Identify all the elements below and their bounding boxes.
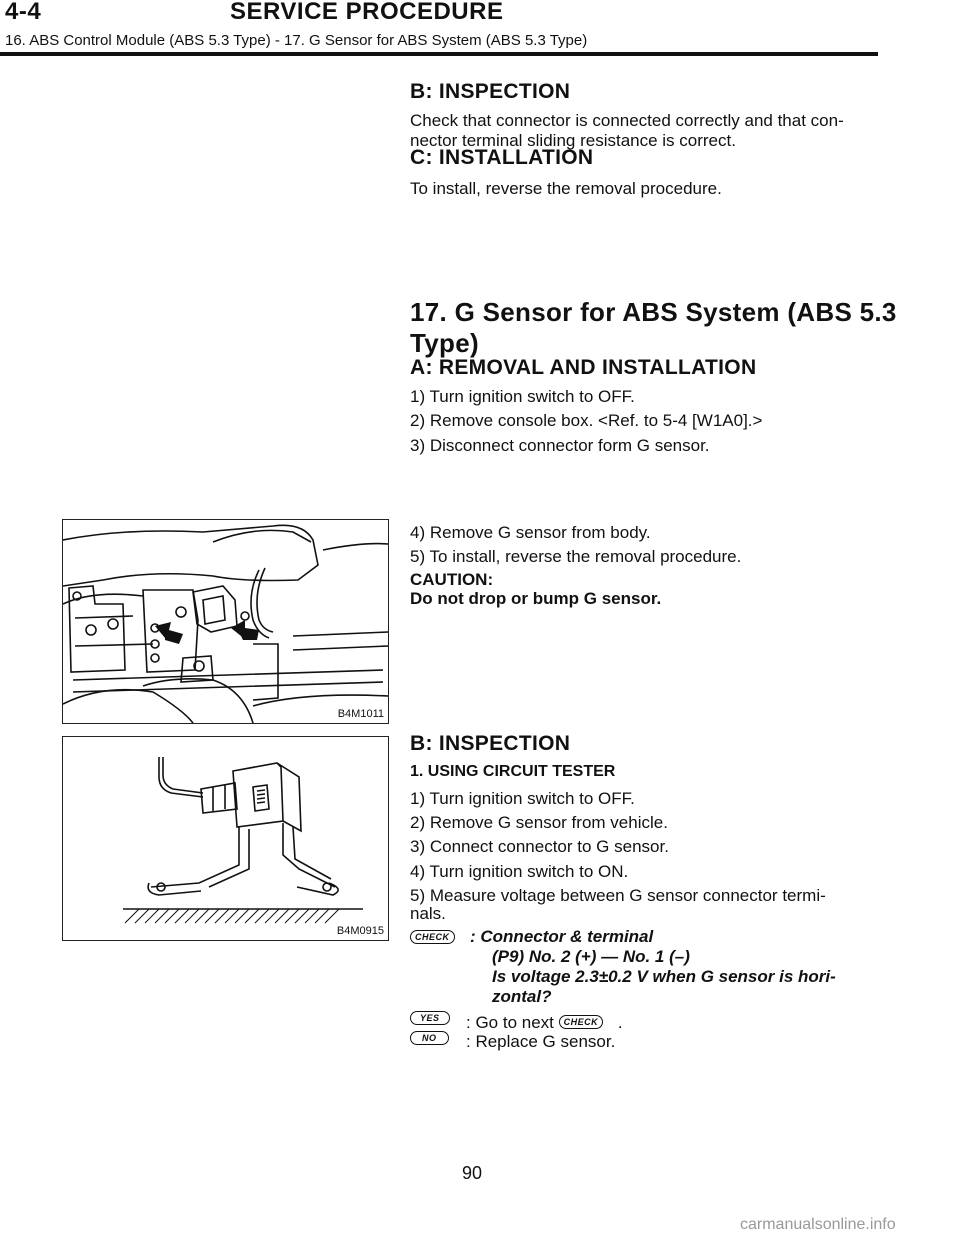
check-line4: zontal? (492, 987, 552, 1006)
yes-text: : Go to next CHECK . (466, 1013, 623, 1032)
inspection-text-line2: nector terminal sliding resistance is correct. (410, 131, 736, 150)
step-c5-line1: 5) Measure voltage between G sensor connector termi- (410, 886, 826, 905)
installation-heading: C: INSTALLATION (410, 146, 594, 169)
figure-caption-1: B4M1011 (337, 708, 384, 720)
caution-label: CAUTION: (410, 570, 494, 589)
caution-text: Do not drop or bump G sensor. (410, 589, 662, 608)
inspection-text-line1: Check that connector is connected correctly and that con- (410, 111, 844, 130)
step-c2: 2) Remove G sensor from vehicle. (410, 813, 668, 832)
step-c1: 1) Turn ignition switch to OFF. (410, 789, 635, 808)
step-b5: 5) To install, reverse the removal procedure. (410, 547, 742, 566)
step-c5-line2: nals. (410, 904, 446, 923)
step-a1: 1) Turn ignition switch to OFF. (410, 387, 635, 406)
header-rule (0, 52, 878, 56)
no-text: : Replace G sensor. (466, 1032, 616, 1051)
footer-watermark: carmanualsonline.info (740, 1216, 896, 1233)
step-a2: 2) Remove console box. <Ref. to 5-4 [W1A0].> (410, 411, 763, 430)
figure-g-sensor-location (62, 519, 389, 724)
yes-badge: YES (410, 1008, 450, 1026)
page-header-subtitle: 16. ABS Control Module (ABS 5.3 Type) - 17. G Sensor for ABS System (ABS 5.3 Type) (5, 32, 588, 49)
step-c3: 3) Connect connector to G sensor. (410, 837, 669, 856)
g-sensor-bracket-illustration (63, 737, 388, 940)
yes-check-badge: CHECK (559, 1015, 604, 1029)
section-code: 4-4 (5, 0, 42, 25)
section-title-line2: Type) (410, 328, 479, 358)
no-badge: NO (410, 1028, 449, 1046)
installation-text: To install, reverse the removal procedure. (410, 179, 722, 198)
check-line1: : Connector & terminal (470, 927, 654, 946)
step-a3: 3) Disconnect connector form G sensor. (410, 436, 710, 455)
page-header-title: SERVICE PROCEDURE (230, 0, 504, 25)
figure-g-sensor-horizontal (62, 736, 389, 941)
inspection-heading-16: B: INSPECTION (410, 80, 571, 103)
step-c4: 4) Turn ignition switch to ON. (410, 862, 629, 881)
removal-heading: A: REMOVAL AND INSTALLATION (410, 356, 757, 379)
page-number: 90 (462, 1163, 483, 1183)
figure-caption-2: B4M0915 (336, 925, 384, 937)
tester-heading: 1. USING CIRCUIT TESTER (410, 763, 616, 780)
section-title-line1: 17. G Sensor for ABS System (ABS 5.3 (410, 297, 897, 327)
check-badge: CHECK (410, 927, 455, 945)
g-sensor-location-illustration (63, 520, 388, 723)
inspection-heading-17: B: INSPECTION (410, 732, 571, 755)
check-line2: (P9) No. 2 (+) — No. 1 (–) (492, 947, 690, 966)
step-b4: 4) Remove G sensor from body. (410, 523, 651, 542)
check-line3: Is voltage 2.3±0.2 V when G sensor is hori- (492, 967, 836, 986)
